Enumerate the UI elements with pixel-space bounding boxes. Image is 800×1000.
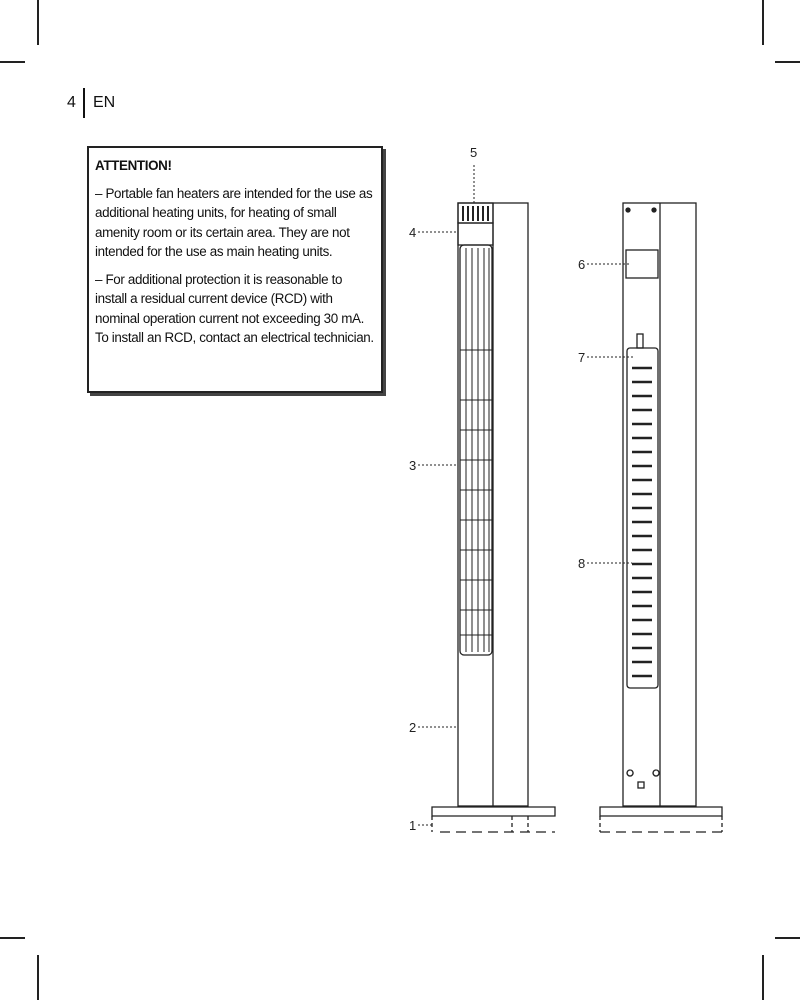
crop-mark (775, 937, 800, 939)
crop-mark (0, 937, 25, 939)
front-view (432, 203, 555, 832)
callout-label: 6 (578, 257, 586, 272)
callout-label: 1 (409, 818, 417, 833)
callout-label: 3 (409, 458, 417, 473)
callout-label: 4 (409, 225, 417, 240)
crop-mark (37, 955, 39, 1000)
product-diagram (400, 140, 730, 840)
callout-label: 2 (409, 720, 417, 735)
crop-mark (775, 61, 800, 63)
attention-paragraph: – For additional protection it is reasonable to install a residual current device (RCD) with nominal operation current not exceeding 30 mA. To install an RCD, contact an electrical technician. (95, 271, 374, 345)
page-header (67, 88, 115, 118)
callout-label: 7 (578, 350, 586, 365)
attention-title: ATTENTION! (95, 158, 172, 173)
crop-mark (0, 61, 25, 63)
page-number: 4 (67, 94, 76, 111)
attention-box (87, 146, 383, 393)
attention-paragraph: – Portable fan heaters are intended for the use as additional heating units, for heating of small amenity room or its certain area. They are not intended for the use as main heating units. (95, 185, 373, 259)
callout-label: 5 (470, 145, 478, 160)
crop-mark (762, 955, 764, 1000)
crop-mark (762, 0, 764, 45)
crop-mark (37, 0, 39, 45)
language-code: EN (93, 94, 116, 111)
header-divider (83, 88, 85, 118)
back-view (600, 203, 722, 832)
callout-label: 8 (578, 556, 586, 571)
